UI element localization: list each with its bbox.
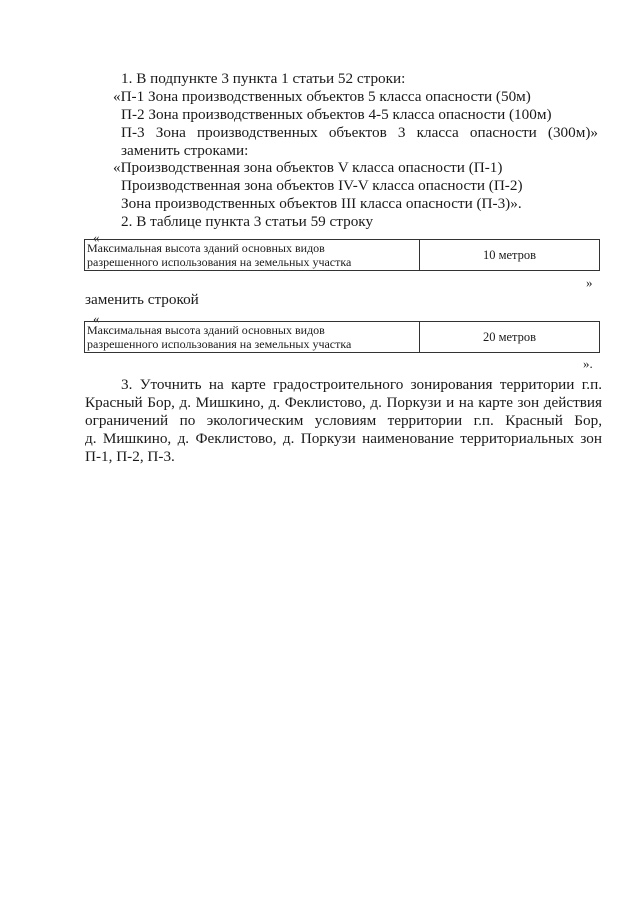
new-line-1: «Производственная зона объектов V класса опасности (П-1) <box>113 159 503 176</box>
table-new-label-line2: разрешенного использования на земельных участка <box>87 337 352 351</box>
close-quote-1: » <box>586 275 593 290</box>
replace-with-lines: заменить строками: <box>121 142 249 159</box>
item3-line-1: 3. Уточнить на карте градостроительного зонирования территории г.п. <box>121 376 602 393</box>
open-quote-1: « <box>93 230 100 245</box>
item2-intro: 2. В таблице пункта 3 статьи 59 строку <box>121 213 374 230</box>
old-line-1: «П-1 Зона производственных объектов 5 класса опасности (50м) <box>113 88 531 105</box>
close-quote-final: ». <box>583 356 593 371</box>
table-old-label <box>85 240 420 271</box>
old-line-3: П-3 Зона производственных объектов 3 класса опасности (300м)» <box>121 124 598 141</box>
item1-intro: 1. В подпункте 3 пункта 1 статьи 52 строки: <box>121 70 406 87</box>
table-new-row <box>84 321 600 353</box>
item3-line-3: ограничений по экологическим условиям территории г.п. Красный Бор, <box>85 412 602 429</box>
old-line-2: П-2 Зона производственных объектов 4-5 класса опасности (100м) <box>121 106 552 123</box>
table-old-row <box>84 239 600 271</box>
table-old-label-line2: разрешенного использования на земельных участка <box>87 255 352 269</box>
table-new-label-line1: Максимальная высота зданий основных видов <box>87 323 325 337</box>
new-line-2: Производственная зона объектов IV-V класса опасности (П-2) <box>121 177 523 194</box>
replace-with-line: заменить строкой <box>85 291 199 308</box>
item3-line-5: П-1, П-2, П-3. <box>85 448 175 465</box>
table-old-label-line1: Максимальная высота зданий основных видов <box>87 241 325 255</box>
table-new-label <box>85 322 420 353</box>
table-old-value: 10 метров <box>420 240 600 271</box>
table-new-value: 20 метров <box>420 322 600 353</box>
open-quote-2: « <box>93 311 100 326</box>
item3-line-2: Красный Бор, д. Мишкино, д. Феклистово, д. Поркузи и на карте зон действия <box>85 394 602 411</box>
item3-line-4: д. Мишкино, д. Феклистово, д. Поркузи наименование территориальных зон <box>85 430 602 447</box>
new-line-3: Зона производственных объектов III класса опасности (П-3)». <box>121 195 522 212</box>
